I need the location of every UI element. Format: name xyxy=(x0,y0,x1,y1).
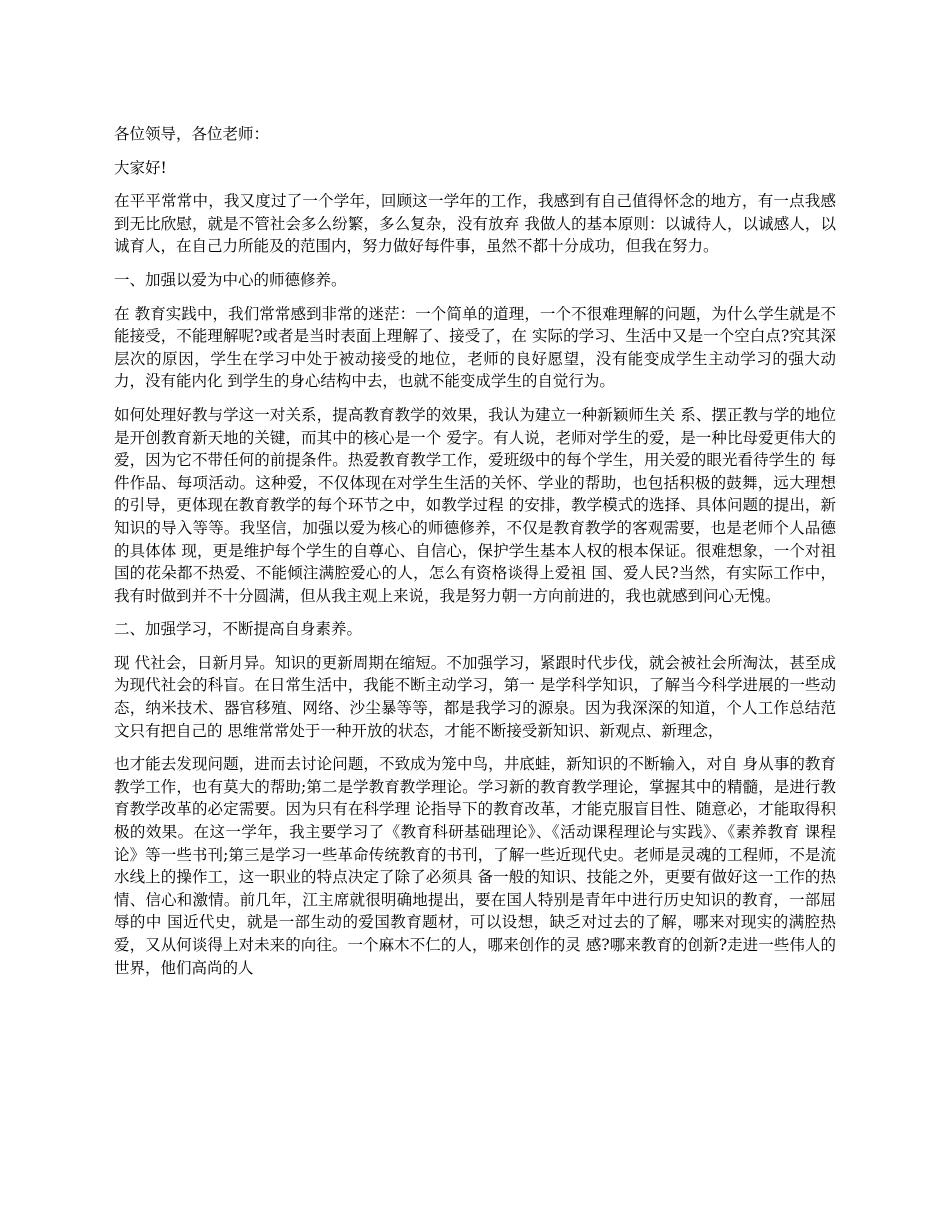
section-heading-1: 一、加强以爱为中心的师德修养。 xyxy=(114,270,347,289)
section-heading-2: 二、加强学习，不断提高自身素养。 xyxy=(114,620,363,639)
body-paragraph: 如何处理好教与学这一对关系，提高教育教学的效果，我认为建立一种新颖师生关 系、摆正教与学的地位是开创教育新天地的关键，而其中的核心是一个 爱字。有人说，老师对学生的爱，是一种比母爱更伟大的爱，因为它不带任何的前提条件。热爱教育教学工作，爱班级中的每个学生，用关爱的眼光看待学生的 每件作品、每项活动。这种爱，不仅体现在对学生生活的关怀、学业的帮助，也包括积极的鼓舞，远大理想的引导，更体现在教育教学的每个环节之中，如教学过程 的安排，教学模式的选择、具体问题的提出，新知识的导入等等。我坚信，加强以爱为核心的师德修养，不仅是教育教学的客观需要，也是老师个人品德的具体体 现，更是维护每个学生的自尊心、自信心，保护学生基本人权的根本保证。很难想象，一个对祖国的花朵都不热爱、不能倾注满腔爱心的人，怎么有资格谈得上爱祖 国、爱人民?当然，有实际工作中，我有时做到并不十分圆满，但从我主观上来说，我是努力朝一方向前进的，我也就感到问心无愧。 xyxy=(114,405,836,605)
salutation-line: 各位领导，各位老师： xyxy=(114,125,270,143)
body-paragraph: 在 教育实践中，我们常常感到非常的迷茫：一个简单的道理，一个不很难理解的问题，为什么学生就是不能接受，不能理解呢?或者是当时表面上理解了、接受了，在 实际的学习、生活中又是一个空白点?究其深层次的原因，学生在学习中处于被动接受的地位，老师的良好愿望，没有能变成学生主动学习的强大动力，没有能内化 到学生的身心结构中去，也就不能变成学生的自觉行为。 xyxy=(114,304,836,391)
document-page xyxy=(114,123,836,990)
body-paragraph: 也才能去发现问题，进而去讨论问题，不致成为笼中鸟，井底蛙，新知识的不断输入，对自 身从事的教育教学工作，也有莫大的帮助;第二是学教育教学理论。学习新的教育教学理论，掌握其中的精髓，是进行教育教学改革的必定需要。因为只有在科学理 论指导下的教育改革，才能克服盲目性、随意必，才能取得积极的效果。在这一学年，我主要学习了《教育科研基础理论》、《活动课程理论与实践》、《素养教育 课程论》等一些书刊;第三是学习一些革命传统教育的书刊，了解一些近现代史。老师是灵魂的工程师，不是流水线上的操作工，这一职业的特点决定了除了必须具 备一般的知识、技能之外，更要有做好这一工作的热情、信心和激情。前几年，江主席就很明确地提出，要在国人特别是青年中进行历史知识的教育，一部屈辱的中 国近代史，就是一部生动的爱国教育题材，可以设想，缺乏对过去的了解，哪来对现实的满腔热爱，又从何谈得上对未来的向往。一个麻木不仁的人，哪来创作的灵 感?哪来教育的创新?走进一些伟人的世界，他们高尚的人 xyxy=(114,755,836,977)
greeting-line: 大家好! xyxy=(114,158,167,177)
intro-paragraph: 在平平常常中，我又度过了一个学年，回顾这一学年的工作，我感到有自己值得怀念的地方，有一点我感到无比欣慰，就是不管社会多么纷繁，多么复杂，没有放弃 我做人的基本原则：以诚待人，以诚感人，以诚育人，在自己力所能及的范围内，努力做好每件事，虽然不都十分成功，但我在努力。 xyxy=(114,192,836,256)
body-paragraph: 现 代社会，日新月异。知识的更新周期在缩短。不加强学习，紧跟时代步伐，就会被社会所淘汰，甚至成为现代社会的科盲。在日常生活中，我能不断主动学习，第一 是学科学知识，了解当今科学进展的一些动态，纳米技术、器官移殖、网络、沙尘暴等等，都是我学习的源泉。因为我深深的知道，个人工作总结范文只有把自己的 思维常常处于一种开放的状态，才能不断接受新知识、新观点、新理念， xyxy=(114,653,836,740)
